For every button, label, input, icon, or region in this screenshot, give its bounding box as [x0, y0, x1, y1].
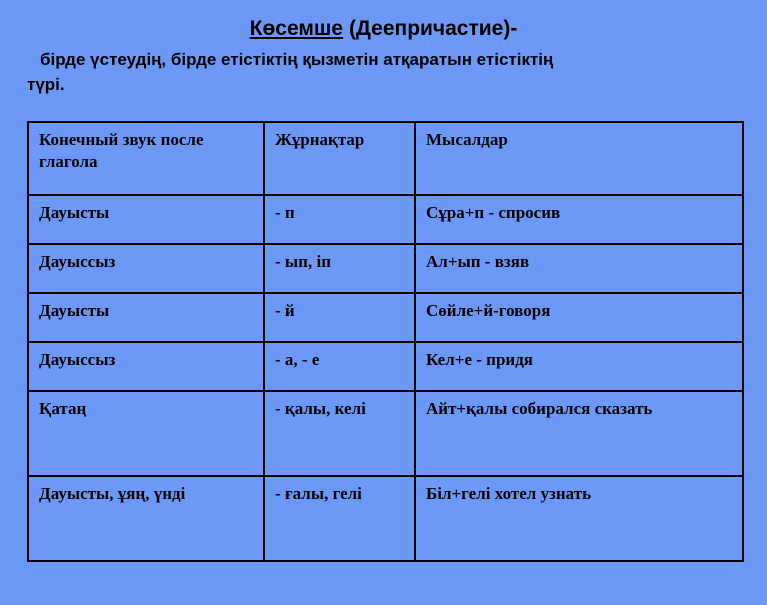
table-cell-example: Сұра+п - спросив: [415, 195, 743, 244]
header-cell-final-sound: Конечный звук после глагола: [28, 122, 264, 195]
subtitle-line-2: түрі.: [27, 75, 65, 94]
table-cell-example: Сөйле+й-говоря: [415, 293, 743, 342]
title-main: Көсемше: [249, 17, 344, 40]
table-header-row: [28, 122, 743, 195]
subtitle-line-1: бірде үстеудің, бірде етістіктің қызметін атқаратын етістіктің: [40, 50, 554, 69]
title-suffix: (Деепричастие)-: [343, 17, 518, 40]
table-cell-sound: Дауыссыз: [28, 244, 264, 293]
table-cell-sound: Дауыссыз: [28, 342, 264, 391]
table-cell-suffix: - п: [264, 195, 415, 244]
table-cell-sound: Дауысты: [28, 293, 264, 342]
table-row: [28, 476, 743, 561]
table-cell-example: Кел+е - придя: [415, 342, 743, 391]
table-cell-sound: Дауысты: [28, 195, 264, 244]
grammar-table: [27, 121, 744, 562]
table-cell-sound: Қатаң: [28, 391, 264, 476]
table-cell-suffix: - ғалы, гелі: [264, 476, 415, 561]
table-row: [28, 293, 743, 342]
header-cell-suffixes: Жұрнақтар: [264, 122, 415, 195]
table-cell-example: Ал+ып - взяв: [415, 244, 743, 293]
table-row: [28, 342, 743, 391]
header-cell-examples: Мысалдар: [415, 122, 743, 195]
page-title: [0, 16, 767, 42]
table-row: [28, 391, 743, 476]
table-cell-suffix: - қалы, келі: [264, 391, 415, 476]
table-cell-example: Айт+қалы собирался сказать: [415, 391, 743, 476]
table-row: [28, 195, 743, 244]
table-cell-example: Біл+гелі хотел узнать: [415, 476, 743, 561]
table-cell-sound: Дауысты, ұяң, үнді: [28, 476, 264, 561]
table-cell-suffix: - й: [264, 293, 415, 342]
table-row: [28, 244, 743, 293]
table-cell-suffix: - ып, іп: [264, 244, 415, 293]
table-cell-suffix: - а, - е: [264, 342, 415, 391]
